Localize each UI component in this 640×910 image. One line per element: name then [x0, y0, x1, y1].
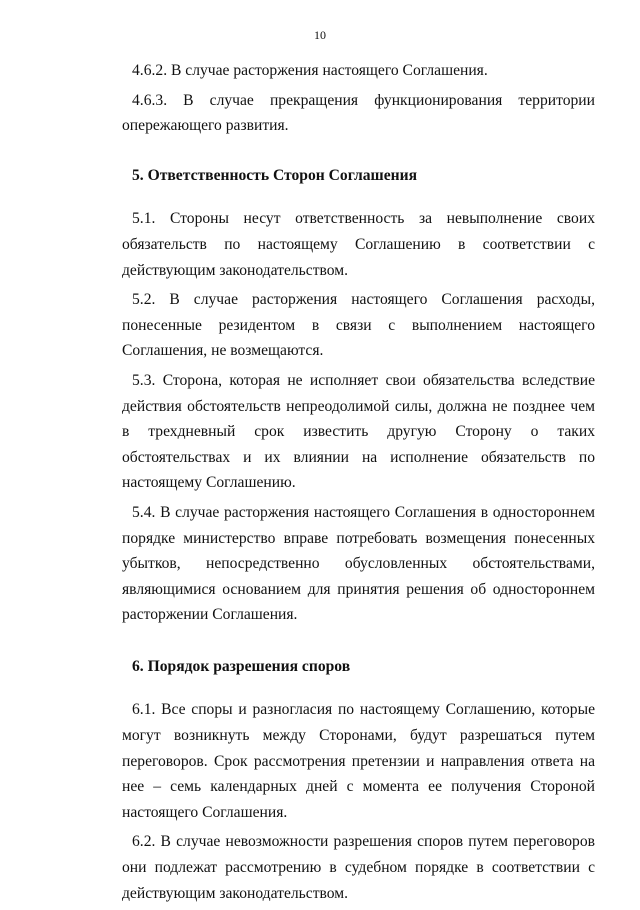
- clause-4-6-2: 4.6.2. В случае расторжения настоящего Соглашения.: [132, 62, 488, 79]
- section-heading-6: 6. Порядок разрешения споров: [132, 657, 351, 675]
- clause-6-2: 6.2. В случае невозможности разрешения споров путем переговоров они подлежат рассмотрению в судебном порядке в соответствии с действующим законодательством.: [122, 833, 595, 902]
- section-heading-5: 5. Ответственность Сторон Соглашения: [132, 166, 418, 184]
- clause-5-3: 5.3. Сторона, которая не исполняет свои обязательства вследствие действия обстоятельств непреодолимой силы, должна не позднее чем в трехдневный срок известить другую Сторону о таких обстоятельствах и их влиянии на исполнение обязательств по настоящему Соглашению.: [122, 371, 595, 492]
- page-number: 10: [314, 28, 326, 42]
- clause-6-1: 6.1. Все споры и разногласия по настоящему Соглашению, которые могут возникнуть между Сторонами, будут разрешаться путем переговоров. Срок рассмотрения претензии и направления ответа на нее – семь календарных дней с момента ее получения Стороной настоящего Соглашения.: [122, 701, 595, 821]
- clause-5-2: 5.2. В случае расторжения настоящего Соглашения расходы, понесенные резидентом в связи с выполнением настоящего Соглашения, не возмещаются.: [122, 291, 595, 360]
- document-body: [122, 58, 595, 910]
- clause-5-1: 5.1. Стороны несут ответственность за невыполнение своих обязательств по настоящему Соглашению в соответствии с действующим законодательством.: [122, 210, 595, 279]
- clause-4-6-3: 4.6.3. В случае прекращения функционирования территории опережающего развития.: [122, 91, 595, 135]
- clause-5-4: 5.4. В случае расторжения настоящего Соглашения в одностороннем порядке министерство вправе потребовать возмещения понесенных убытков, непосредственно обусловленных обстоятельствами, являющимися основанием для принятия решения об одностороннем расторжении Соглашения.: [122, 503, 595, 624]
